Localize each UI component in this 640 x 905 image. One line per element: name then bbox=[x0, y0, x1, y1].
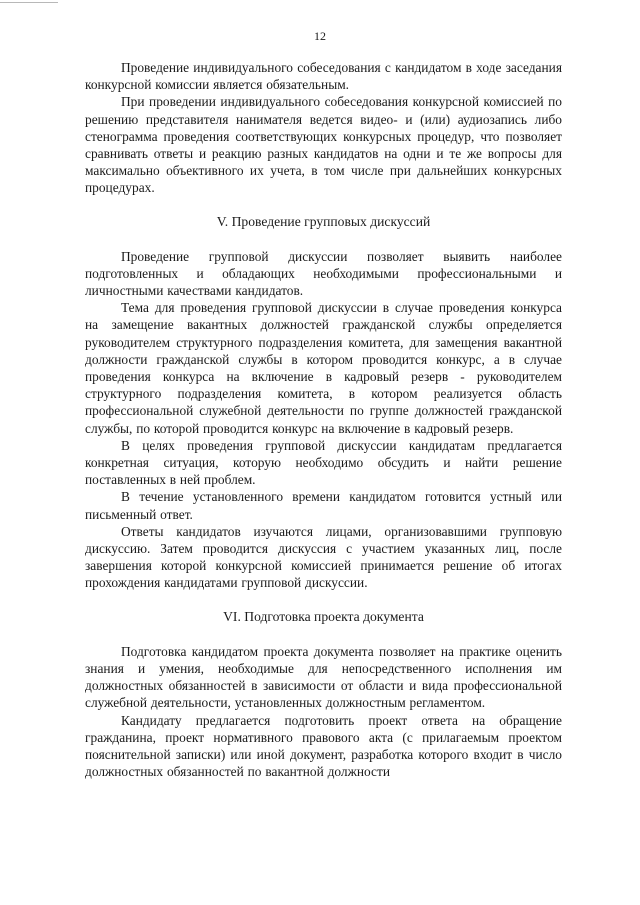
section-heading: V. Проведение групповых дискуссий bbox=[216, 213, 431, 229]
page-number: 12 bbox=[314, 29, 326, 43]
section-heading: VI. Подготовка проекта документа bbox=[223, 608, 424, 624]
paragraph: Подготовка кандидатом проекта документа позволяет на практике оценить знания и умения, необходимые для непосредственного исполнения им должностных обязанностей в зависимости от области и вида профессиональной служебной деятельности, установленных должностным регламентом. bbox=[85, 643, 562, 711]
paragraph: В целях проведения групповой дискуссии кандидатам предлагается конкретная ситуация, которую необходимо обсудить и найти решение поставленных в ней проблем. bbox=[85, 437, 562, 488]
paragraph: Проведение индивидуального собеседования с кандидатом в ходе заседания конкурсной комиссии является обязательным. bbox=[85, 60, 562, 93]
document-body bbox=[85, 59, 562, 780]
paragraph: Ответы кандидатов изучаются лицами, организовавшими групповую дискуссию. Затем проводится дискуссия с участием указанных лиц, после завершения которой конкурсной комиссией принимается решение об итогах прохождения кандидатами групповой дискуссии. bbox=[85, 523, 562, 591]
paragraph: Проведение групповой дискуссии позволяет выявить наиболее подготовленных и обладающих необходимыми профессиональными и личностными качествами кандидатов. bbox=[85, 248, 562, 299]
paragraph: В течение установленного времени кандидатом готовится устный или письменный ответ. bbox=[85, 489, 562, 522]
scan-edge-mark bbox=[0, 2, 58, 3]
paragraph: При проведении индивидуального собеседования конкурсной комиссией по решению представителя нанимателя ведется видео- и (или) аудиозапись либо стенограмма проведения соответствующих конкурсных процедур, что позволяет сравнивать ответы и реакцию разных кандидатов на одни и те же вопросы для максимально объективного их учета, в том числе при дальнейших конкурсных процедурах. bbox=[85, 94, 562, 196]
paragraph: Кандидату предлагается подготовить проект ответа на обращение гражданина, проект нормативного правового акта (с прилагаемым проектом пояснительной записки) или иной документ, разработка которого входит в число должностных обязанностей по вакантной должности bbox=[85, 712, 562, 780]
paragraph: Тема для проведения групповой дискуссии в случае проведения конкурса на замещение вакантных должностей гражданской службы определяется руководителем структурного подразделения комитета, для замещения вакантной должности гражданской службы в котором проводится конкурс, а в случае проведения конкурса на включение в кадровый резерв - руководителем структурного подразделения комитета, в котором реализуется область профессиональной служебной деятельности по группе должностей гражданской службы, по которой проводится конкурс на включение в кадровый резерв. bbox=[85, 300, 562, 436]
